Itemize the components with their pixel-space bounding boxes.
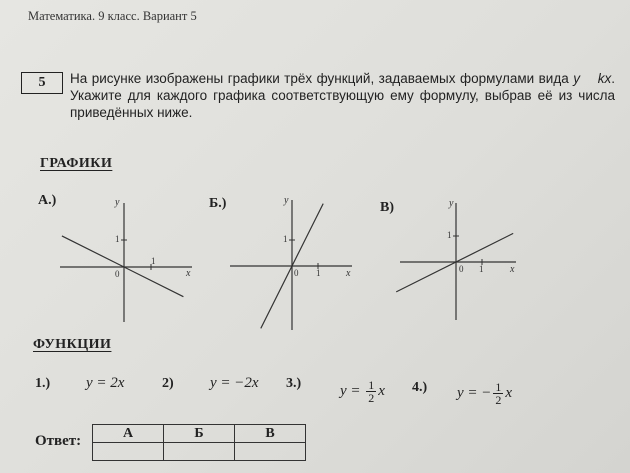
graph-c-y-label: y xyxy=(449,198,454,209)
function-3-number: 3.) xyxy=(286,376,302,391)
function-3-formula xyxy=(340,379,385,404)
graph-a-one-x: 1 xyxy=(151,256,156,266)
function-4-suffix: x xyxy=(505,384,513,401)
function-4-frac-num: 1 xyxy=(495,380,502,394)
functions-section-title: ФУНКЦИИ xyxy=(33,337,112,352)
graph-b-one-x: 1 xyxy=(316,268,321,278)
graph-b-one-y: 1 xyxy=(283,234,288,244)
graph-a-x-label: x xyxy=(186,268,191,279)
task-text-end: . Укажите для каждого графика соответствующую ему формулу, выбрав её из числа приведённых ниже. xyxy=(70,71,615,120)
graph-b-origin: 0 xyxy=(294,268,299,278)
answer-cell-c[interactable] xyxy=(235,443,306,461)
graph-a-one-y: 1 xyxy=(115,234,120,244)
function-2-formula: y = −2x xyxy=(210,375,259,391)
answer-header-row xyxy=(93,425,306,443)
answer-header-a: А xyxy=(93,425,164,443)
page-header: Математика. 9 класс. Вариант 5 xyxy=(28,9,197,23)
graph-label-c: В) xyxy=(380,200,394,215)
graph-a-origin: 0 xyxy=(115,269,120,279)
answer-cell-a[interactable] xyxy=(93,443,164,461)
task-number: 5 xyxy=(21,72,63,94)
function-4-fraction xyxy=(493,381,503,406)
graph-c-one-y: 1 xyxy=(447,230,452,240)
function-1-number: 1.) xyxy=(35,376,51,391)
graph-a-y-label: y xyxy=(115,197,120,208)
graph-b-y-label: y xyxy=(284,195,289,206)
answer-label: Ответ: xyxy=(35,433,82,449)
graph-c-origin: 0 xyxy=(459,264,464,274)
graph-c-one-x: 1 xyxy=(479,264,484,274)
function-4-formula xyxy=(457,381,512,406)
function-4-frac-den: 2 xyxy=(495,393,502,407)
graphs-section-title: ГРАФИКИ xyxy=(40,156,113,171)
graph-label-a: А.) xyxy=(38,193,57,208)
function-2-number: 2) xyxy=(162,376,174,391)
answer-table xyxy=(92,424,306,461)
answer-header-b: Б xyxy=(164,425,235,443)
function-1-formula: y = 2x xyxy=(86,375,125,391)
task-formula-kx: kx xyxy=(597,71,612,86)
answer-input-row xyxy=(93,443,306,461)
function-3-frac-num: 1 xyxy=(368,378,375,392)
graph-c-x-label: x xyxy=(510,264,515,275)
task-text-start: На рисунке изображены графики трёх функций, задаваемых формулами вида xyxy=(70,71,569,86)
graph-label-b: Б.) xyxy=(209,196,227,211)
function-3-suffix: x xyxy=(378,382,385,399)
function-4-number: 4.) xyxy=(412,380,428,395)
function-3-frac-den: 2 xyxy=(368,391,375,405)
function-3-prefix: y = xyxy=(340,382,365,399)
answer-header-c: В xyxy=(235,425,306,443)
task-formula-y: y xyxy=(573,71,580,86)
function-3-fraction xyxy=(366,379,376,404)
graph-c-function-line xyxy=(396,233,513,292)
graph-b-x-label: x xyxy=(346,268,351,279)
answer-cell-b[interactable] xyxy=(164,443,235,461)
function-4-prefix: y = − xyxy=(457,384,492,401)
